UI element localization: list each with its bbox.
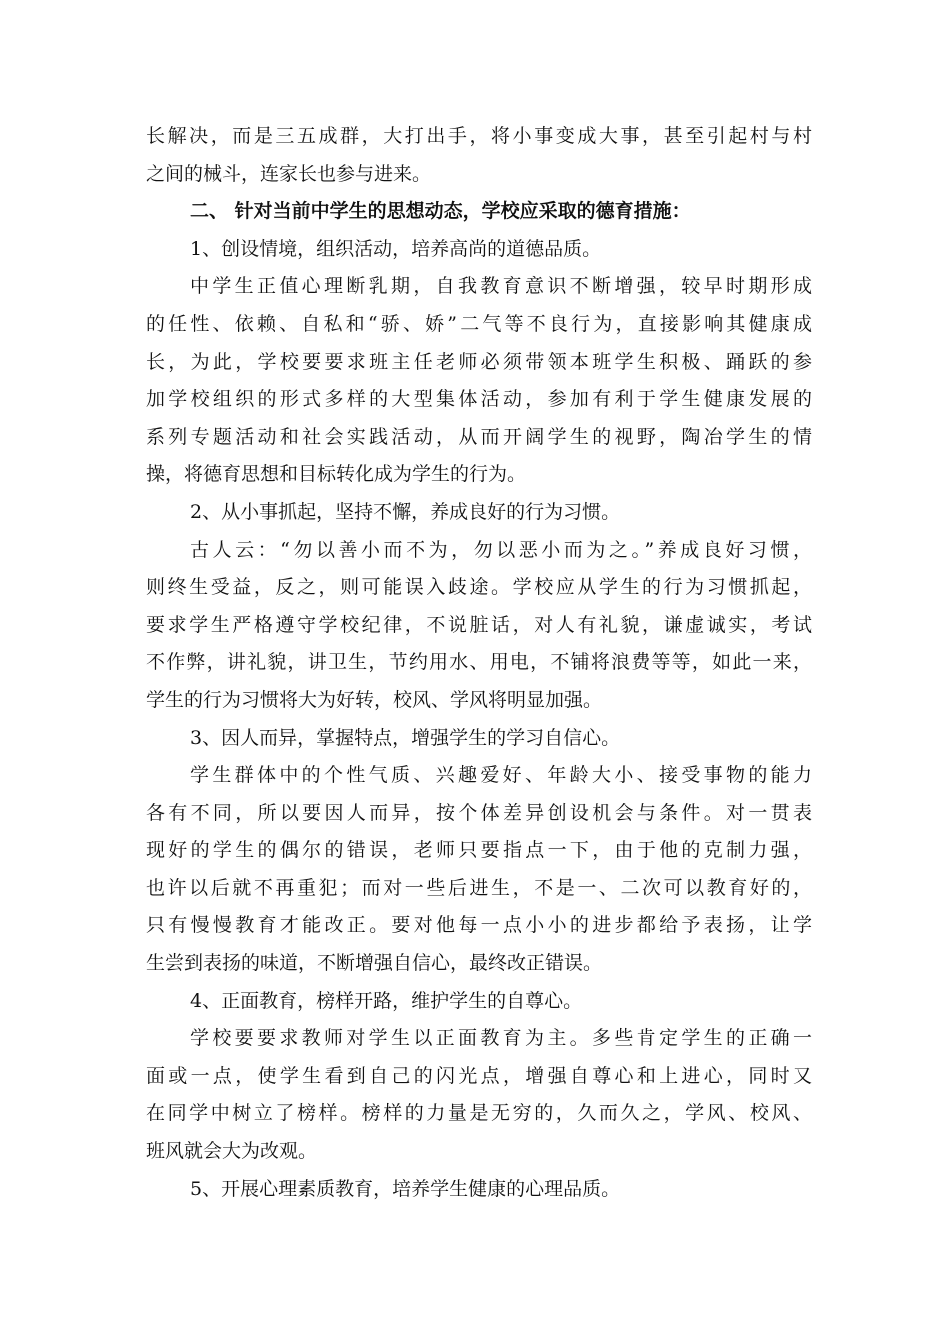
text-line: 则终生受益，反之，则可能误入歧途。学校应从学生的行为习惯抓起， [146,576,812,599]
text-line: 2、从小事抓起，坚持不懈，养成良好的行为习惯。 [190,500,621,523]
document-body [146,118,812,1208]
text-line: 1、创设情境，组织活动，培养高尚的道德品质。 [190,237,602,260]
text-line: 学生群体中的个性气质、兴趣爱好、年龄大小、接受事物的能力 [190,764,812,787]
text-line: 操，将德育思想和目标转化成为学生的行为。 [146,463,527,486]
text-line: 各有不同，所以要因人而异，按个体差异创设机会与条件。对一贯表 [146,801,812,824]
text-line: 在同学中树立了榜样。榜样的力量是无穷的，久而久之，学风、校风、 [146,1102,812,1125]
text-line: 4、正面教育，榜样开路，维护学生的自尊心。 [190,989,583,1012]
text-line: 3、因人而异，掌握特点，增强学生的学习自信心。 [190,726,621,749]
text-line: 中学生正值心理断乳期，自我教育意识不断增强，较早时期形成 [190,275,812,298]
text-line: 系列专题活动和社会实践活动，从而开阔学生的视野，陶冶学生的情 [146,425,812,448]
text-line: 长，为此，学校要要求班主任老师必须带领本班学生积极、踊跃的参 [146,350,812,373]
text-line: 现好的学生的偶尔的错误，老师只要指点一下，由于他的克制力强， [146,839,812,862]
text-line: 面或一点，使学生看到自己的闪光点，增强自尊心和上进心，同时又 [146,1064,812,1087]
text-line: 长解决，而是三五成群，大打出手，将小事变成大事，甚至引起村与村 [146,125,812,147]
text-line: 也许以后就不再重犯；而对一些后进生，不是一、二次可以教育好的， [146,876,812,899]
text-line: 班风就会大为改观。 [146,1140,318,1163]
text-line: 要求学生严格遵守学校纪律，不说脏话，对人有礼貌，谦虚诚实，考试 [146,613,812,636]
text-line: 只有慢慢教育才能改正。要对他每一点小小的进步都给予表扬，让学 [146,914,812,937]
text-line: 的任性、依赖、自私和“骄、娇”二气等不良行为，直接影响其健康成 [146,312,812,335]
text-line: 生尝到表扬的味道，不断增强自信心，最终改正错误。 [146,952,603,975]
text-line: 学校要要求教师对学生以正面教育为主。多些肯定学生的正确一 [190,1027,812,1050]
text-line: 加学校组织的形式多样的大型集体活动，参加有利于学生健康发展的 [146,388,812,411]
text-line: 学生的行为习惯将大为好转，校风、学风将明显加强。 [146,688,603,711]
text-line: 5、开展心理素质教育，培养学生健康的心理品质。 [190,1177,621,1200]
section-heading: 二、 针对当前中学生的思想动态，学校应采取的德育措施： [190,200,691,223]
text-line: 之间的械斗，连家长也参与进来。 [146,162,432,185]
text-line: 古人云：“勿以善小而不为，勿以恶小而为之。”养成良好习惯， [190,538,812,561]
text-line: 不作弊，讲礼貌，讲卫生，节约用水、用电，不铺将浪费等等，如此一来， [146,651,812,674]
